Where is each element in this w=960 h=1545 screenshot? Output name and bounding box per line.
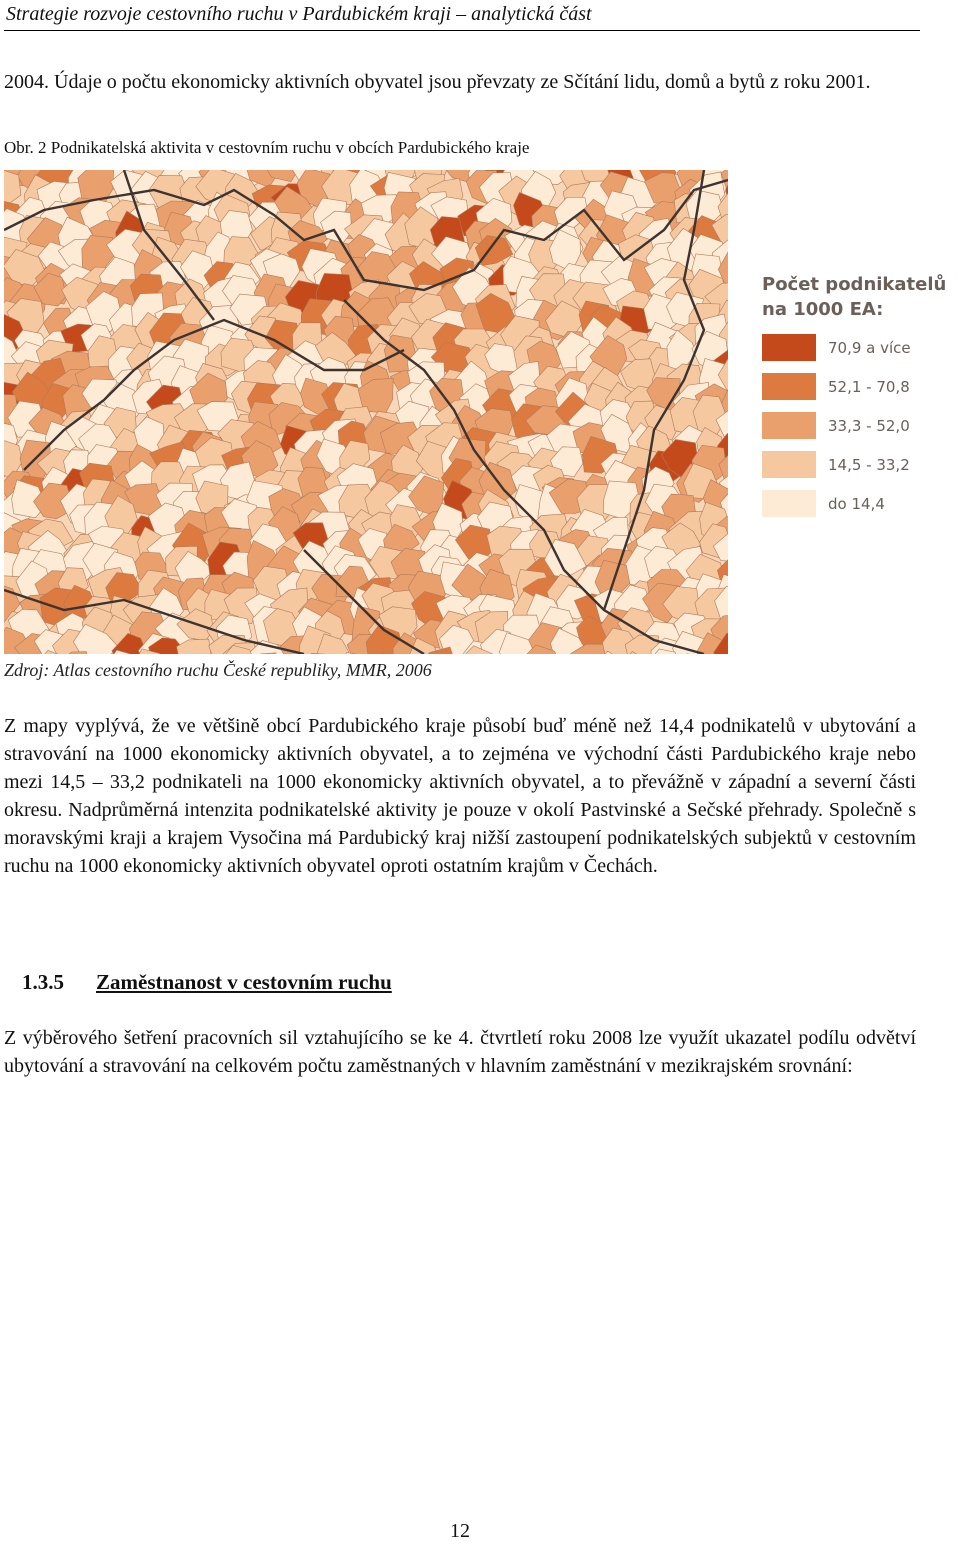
legend-label: 52,1 - 70,8 xyxy=(828,378,910,396)
legend-item xyxy=(762,334,960,361)
legend-swatch xyxy=(762,373,816,400)
figure-caption: Obr. 2 Podnikatelská aktivita v cestovním ruchu v obcích Pardubického kraje xyxy=(4,138,530,157)
section-paragraph: Z výběrového šetření pracovních sil vztahujícího se ke 4. čtvrtletí roku 2008 lze využít ukazatel podílu odvětví ubytování a stravování na celkovém počtu zaměstnaných v hlavním zaměstnání v mezikrajském srovnání: xyxy=(4,1027,916,1077)
figure-source: Zdroj: Atlas cestovního ruchu České republiky, MMR, 2006 xyxy=(4,660,432,680)
section-title: Zaměstnanost v cestovním ruchu xyxy=(96,970,392,994)
legend-item xyxy=(762,490,960,517)
legend-swatch xyxy=(762,334,816,361)
legend-label: 14,5 - 33,2 xyxy=(828,456,910,474)
section-heading xyxy=(22,968,392,996)
legend-item xyxy=(762,412,960,439)
legend-label: 70,9 a více xyxy=(828,339,911,357)
legend-label: 33,3 - 52,0 xyxy=(828,417,910,435)
legend-item xyxy=(762,451,960,478)
body-paragraph: Z mapy vyplývá, že ve většině obcí Pardubického kraje působí buď méně než 14,4 podnikatelů v ubytování a stravování na 1000 ekonomicky aktivních obyvatel, a to zejména ve východní části Pardubického kraje nebo mezi 14,5 – 33,2 podnikateli na 1000 ekonomicky aktivních obyvatel, a to převážně v západní a severní části okresu. Nadprůměrná intenzita podnikatelské aktivity je pouze v okolí Pastvinské a Sečské přehrady. Společně s moravskými kraji a krajem Vysočina má Pardubický kraj nižší zastoupení podnikatelských subjektů v cestovním ruchu na 1000 ekonomicky aktivních obyvatel oproti ostatním krajům v Čechách. xyxy=(4,715,916,877)
running-header xyxy=(4,0,920,31)
page-number: 12 xyxy=(450,1520,470,1542)
map-legend xyxy=(762,272,960,529)
intro-paragraph: 2004. Údaje o počtu ekonomicky aktivních obyvatel jsou převzaty ze Sčítání lidu, domů a bytů z roku 2001. xyxy=(4,71,871,93)
legend-item xyxy=(762,373,960,400)
legend-swatch xyxy=(762,490,816,517)
legend-label: do 14,4 xyxy=(828,495,885,513)
running-title: Strategie rozvoje cestovního ruchu v Pardubickém kraji – analytická část xyxy=(6,3,592,25)
map-graphic xyxy=(4,170,728,654)
legend-swatch xyxy=(762,451,816,478)
section-number: 1.3.5 xyxy=(22,970,64,994)
choropleth-map xyxy=(4,170,728,654)
legend-swatch xyxy=(762,412,816,439)
legend-title: Počet podnikatelů na 1000 EA: xyxy=(762,274,947,320)
